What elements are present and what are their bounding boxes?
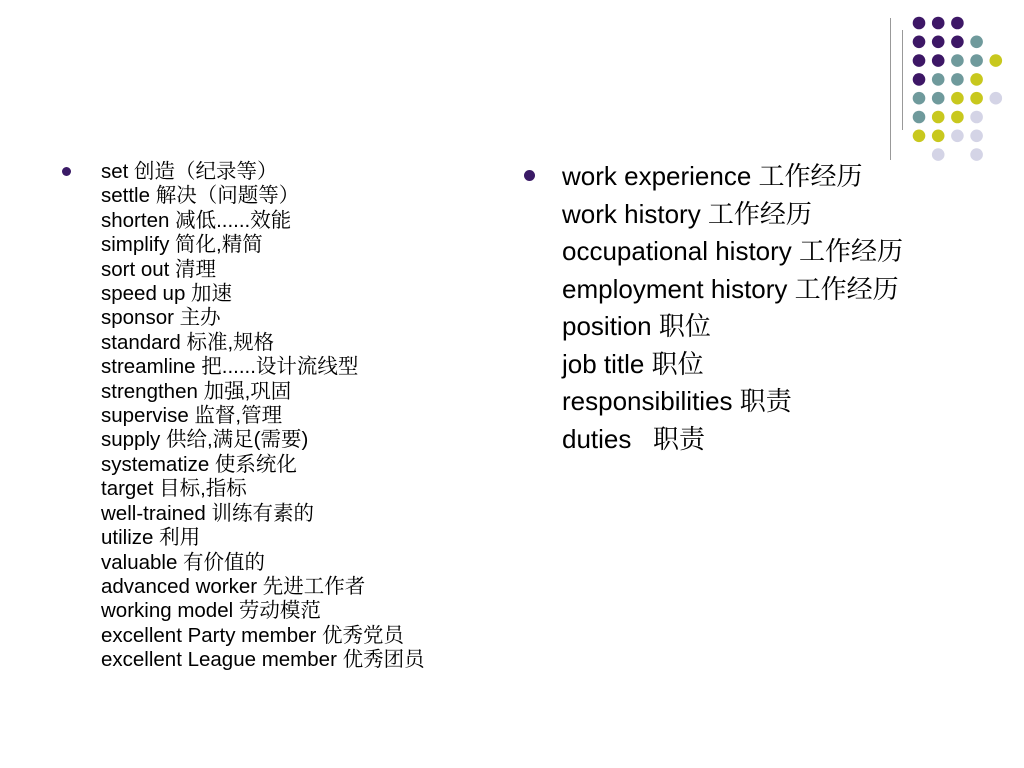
list-item: work experience 工作经历 (562, 161, 863, 191)
decorative-dot (932, 130, 945, 143)
list-item: supply 供给,满足(需要) (101, 428, 309, 452)
decorative-dot (951, 54, 964, 67)
left-bullet-block (62, 160, 492, 673)
decorative-dot (990, 54, 1003, 67)
vertical-divider-line-short (902, 30, 903, 130)
list-item: sort out 清理 (101, 257, 217, 281)
list-item: valuable 有价值的 (101, 550, 266, 574)
decorative-dot (932, 54, 945, 67)
decorative-dot (913, 17, 926, 30)
list-item: standard 标准,规格 (101, 330, 275, 354)
list-item: excellent League member 优秀团员 (101, 648, 425, 672)
decorative-dot (970, 54, 983, 67)
list-item: speed up 加速 (101, 282, 233, 306)
list-item: employment history 工作经历 (562, 273, 899, 304)
decorative-dot (970, 130, 983, 143)
right-bullet-block (524, 158, 944, 458)
list-item: shorten 减低......效能 (101, 208, 292, 232)
list-item: target 目标,指标 (101, 477, 247, 501)
list-item: strengthen 加强,巩固 (101, 379, 292, 403)
bullet-icon (524, 170, 535, 181)
list-item: supervise 监督,管理 (101, 404, 283, 428)
list-item: well-trained 训练有素的 (101, 501, 315, 525)
decorative-dot (951, 92, 964, 105)
decorative-dot (951, 73, 964, 86)
list-item: advanced worker 先进工作者 (101, 574, 366, 598)
decorative-dot (913, 130, 926, 143)
decorative-dot (913, 92, 926, 105)
decorative-dot (932, 73, 945, 86)
decorative-dot (951, 36, 964, 49)
list-item: job title 职位 (562, 348, 704, 379)
decorative-dot (970, 92, 983, 105)
list-item: position 职位 (562, 311, 711, 341)
list-item: responsibilities 职责 (562, 386, 792, 416)
list-item: settle 解决（问题等） (101, 184, 300, 208)
bullet-icon (62, 167, 71, 176)
decorative-dot (932, 92, 945, 105)
list-item: systematize 使系统化 (101, 452, 297, 476)
list-item: working model 劳动模范 (101, 599, 321, 623)
decorative-dot (990, 92, 1003, 105)
list-item: streamline 把......设计流线型 (101, 355, 359, 379)
list-item: occupational history 工作经历 (562, 236, 904, 266)
list-item: simplify 简化,精简 (101, 233, 263, 257)
decorative-dot (932, 36, 945, 49)
vertical-divider-line (890, 18, 891, 160)
list-item: utilize 利用 (101, 526, 201, 550)
decorative-dot (932, 111, 945, 124)
decorative-dot (970, 73, 983, 86)
decorative-dot (970, 111, 983, 124)
left-vocabulary-list (101, 160, 492, 673)
list-item: excellent Party member 优秀党员 (101, 623, 405, 647)
decorative-dot (913, 111, 926, 124)
decorative-dot (951, 17, 964, 30)
decorative-dot (913, 73, 926, 86)
list-item: set 创造（纪录等） (101, 160, 278, 183)
decorative-dot (970, 36, 983, 49)
decorative-dot (951, 111, 964, 124)
right-vocabulary-list (562, 158, 942, 458)
list-item: sponsor 主办 (101, 306, 221, 330)
decorative-dot (970, 148, 983, 161)
list-item: duties 职责 (562, 423, 706, 454)
decorative-dot (932, 17, 945, 30)
decorative-dot (913, 36, 926, 49)
decorative-dot (913, 54, 926, 67)
decorative-dot (951, 130, 964, 143)
list-item: work history 工作经历 (562, 198, 812, 229)
